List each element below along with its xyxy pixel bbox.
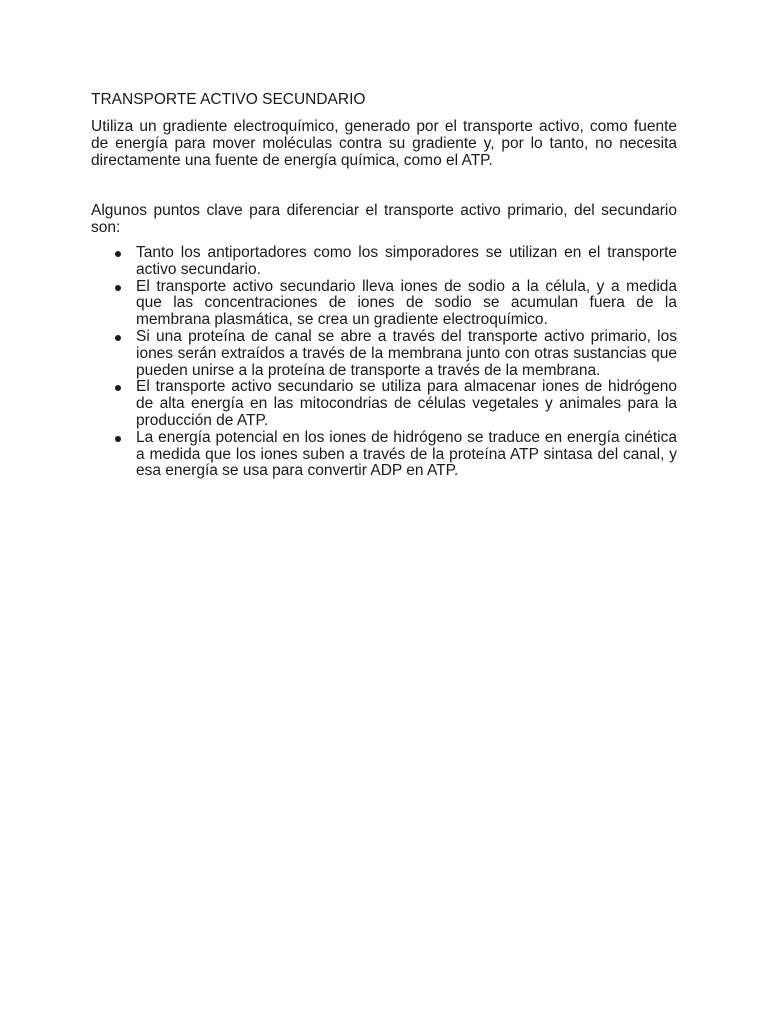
list-item-text: La energía potencial en los iones de hidrógeno se traduce en energía cinética a medida que los iones suben a través de la proteína ATP sintasa del canal, y esa energía se usa para convertir ADP en ATP. — [136, 428, 677, 480]
list-item-text: El transporte activo secundario se utiliza para almacenar iones de hidrógeno de alta energía en las mitocondrias de células vegetales y animales para la producción de ATP. — [136, 378, 677, 429]
bullet-icon — [115, 285, 121, 291]
list-item — [91, 245, 677, 279]
list-item-text: Si una proteína de canal se abre a través del transporte activo primario, los iones serán extraídos a través de la membrana junto con otras sustancias que pueden unirse a la proteína de transporte a través de la membrana. — [136, 327, 677, 379]
lead-paragraph: Algunos puntos clave para diferenciar el transporte activo primario, del secundario son: — [91, 202, 677, 237]
document-title: TRANSPORTE ACTIVO SECUNDARIO — [91, 91, 366, 108]
intro-paragraph: Utiliza un gradiente electroquímico, generado por el transporte activo, como fuente de energía para mover moléculas contra su gradiente y, por lo tanto, no necesita directamente una fuente de energía química, como el ATP. — [91, 118, 677, 169]
list-item — [91, 279, 677, 329]
bullet-icon — [115, 251, 121, 257]
list-item — [91, 430, 677, 480]
list-item — [91, 329, 677, 379]
list-item-text: Tanto los antiportadores como los simporadores se utilizan en el transporte activo secundario. — [136, 243, 677, 278]
document-page — [91, 91, 677, 480]
key-points-list — [91, 245, 677, 480]
list-item-text: El transporte activo secundario lleva iones de sodio a la célula, y a medida que las concentraciones de iones de sodio se acumulan fuera de la membrana plasmática, se crea un gradiente electroquímico. — [136, 277, 677, 329]
bullet-icon — [115, 385, 121, 391]
list-item — [91, 379, 677, 429]
bullet-icon — [115, 436, 121, 442]
bullet-icon — [115, 335, 121, 341]
